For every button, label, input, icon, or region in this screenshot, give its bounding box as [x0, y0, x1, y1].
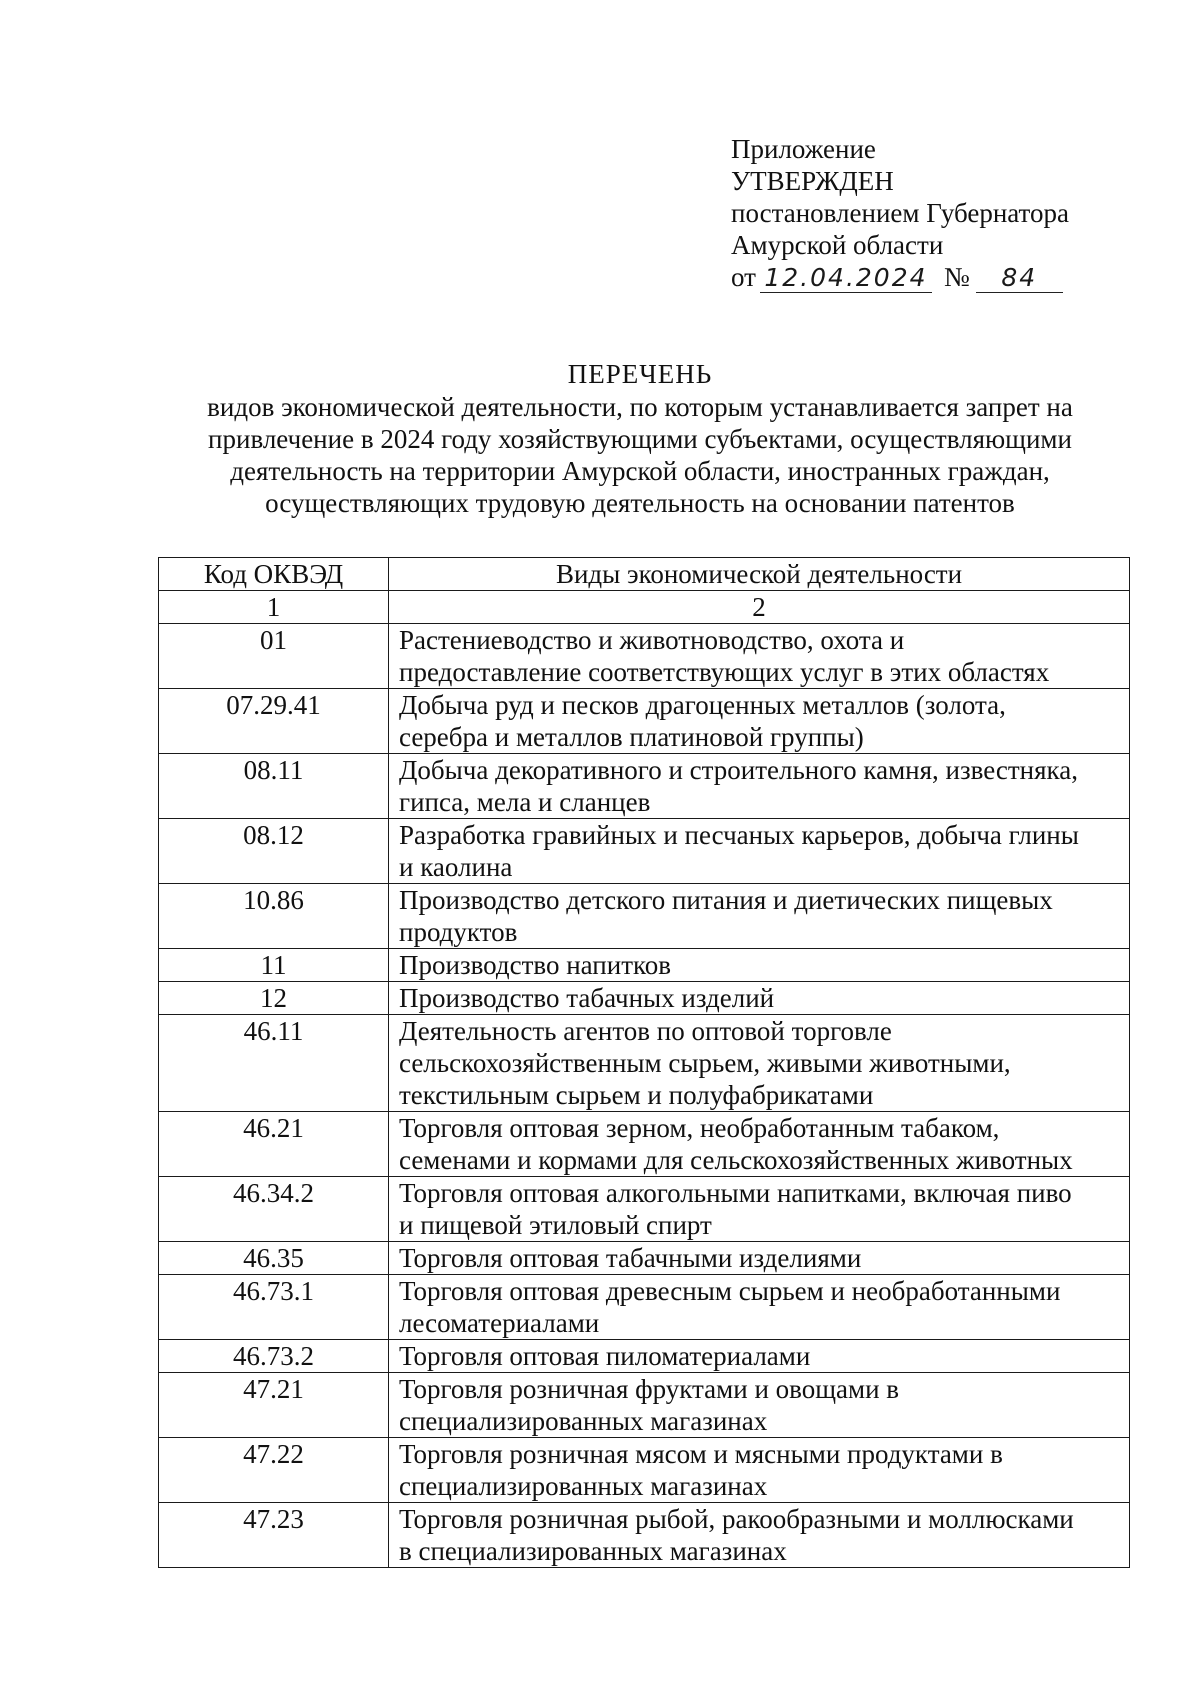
- description-line: Торговля розничная фруктами и овощами в: [399, 1374, 900, 1404]
- description-line: Деятельность агентов по оптовой торговле: [399, 1016, 892, 1046]
- table-row: [159, 982, 1130, 1015]
- column-number-row: [159, 591, 1130, 624]
- description-line: серебра и металлов платиновой группы): [399, 722, 864, 752]
- table-row: [159, 884, 1130, 949]
- description-line: в специализированных магазинах: [399, 1536, 787, 1566]
- table-header-row: [159, 558, 1130, 591]
- table-row: [159, 1112, 1130, 1177]
- description-line: Растениеводство и животноводство, охота и: [399, 625, 905, 655]
- subtitle-line: деятельность на территории Амурской области, иностранных граждан,: [230, 456, 1050, 486]
- approved-label: УТВЕРЖДЕН: [731, 166, 894, 196]
- document-subtitle: [150, 391, 1130, 519]
- okved-code: 10.86: [159, 884, 389, 949]
- description-line: текстильным сырьем и полуфабрикатами: [399, 1080, 874, 1110]
- description-line: лесоматериалами: [399, 1308, 600, 1338]
- okved-code: 47.22: [159, 1438, 389, 1503]
- description-line: Добыча руд и песков драгоценных металлов (золота,: [399, 690, 1006, 720]
- header-activity: Виды экономической деятельности: [389, 558, 1130, 591]
- description-line: Производство табачных изделий: [399, 983, 775, 1013]
- okved-code: 01: [159, 624, 389, 689]
- description-line: и каолина: [399, 852, 513, 882]
- appendix-label: Приложение: [731, 134, 876, 164]
- region-label: Амурской области: [731, 230, 944, 260]
- table-row: [159, 624, 1130, 689]
- okved-code: 46.35: [159, 1242, 389, 1275]
- column-number: 1: [159, 591, 389, 624]
- activity-description: [389, 884, 1130, 949]
- okved-code: 47.23: [159, 1503, 389, 1568]
- handwritten-date: 12.04.2024: [760, 264, 932, 293]
- description-line: Производство детского питания и диетических пищевых: [399, 885, 1053, 915]
- activity-description: [389, 819, 1130, 884]
- description-line: сельскохозяйственным сырьем, живыми животными,: [399, 1048, 1011, 1078]
- okved-code: 46.73.1: [159, 1275, 389, 1340]
- activity-description: [389, 689, 1130, 754]
- description-line: Торговля оптовая алкогольными напитками, включая пиво: [399, 1178, 1072, 1208]
- description-line: специализированных магазинах: [399, 1471, 768, 1501]
- subtitle-line: привлечение в 2024 году хозяйствующими субъектами, осуществляющими: [208, 424, 1072, 454]
- table-row: [159, 1373, 1130, 1438]
- okved-code: 08.11: [159, 754, 389, 819]
- activity-description: [389, 1340, 1130, 1373]
- description-line: гипса, мела и сланцев: [399, 787, 651, 817]
- description-line: специализированных магазинах: [399, 1406, 768, 1436]
- okved-code: 46.21: [159, 1112, 389, 1177]
- description-line: Добыча декоративного и строительного камня, известняка,: [399, 755, 1078, 785]
- okved-code: 47.21: [159, 1373, 389, 1438]
- activity-description: [389, 1112, 1130, 1177]
- okved-code: 12: [159, 982, 389, 1015]
- okved-code: 46.11: [159, 1015, 389, 1112]
- table-row: [159, 1438, 1130, 1503]
- okved-code: 11: [159, 949, 389, 982]
- number-sign: №: [943, 262, 970, 292]
- table-row: [159, 949, 1130, 982]
- description-line: продуктов: [399, 917, 518, 947]
- table-row: [159, 1275, 1130, 1340]
- okved-code: 46.34.2: [159, 1177, 389, 1242]
- table-row: [159, 1503, 1130, 1568]
- approval-block: [731, 133, 1069, 293]
- activity-description: [389, 1503, 1130, 1568]
- activity-description: [389, 1438, 1130, 1503]
- subtitle-line: видов экономической деятельности, по которым устанавливается запрет на: [207, 392, 1073, 422]
- table-row: [159, 1177, 1130, 1242]
- activity-description: [389, 1015, 1130, 1112]
- activity-description: [389, 754, 1130, 819]
- activity-description: [389, 982, 1130, 1015]
- description-line: Производство напитков: [399, 950, 672, 980]
- description-line: Торговля оптовая древесным сырьем и необработанными: [399, 1276, 1061, 1306]
- description-line: Разработка гравийных и песчаных карьеров, добыча глины: [399, 820, 1079, 850]
- document-heading: [150, 358, 1130, 519]
- okved-code: 07.29.41: [159, 689, 389, 754]
- description-line: и пищевой этиловый спирт: [399, 1210, 712, 1240]
- header-code: Код ОКВЭД: [159, 558, 389, 591]
- date-number-row: [731, 261, 1069, 293]
- description-line: Торговля оптовая табачными изделиями: [399, 1243, 862, 1273]
- okved-code: 46.73.2: [159, 1340, 389, 1373]
- date-prefix: от: [731, 262, 756, 292]
- activity-description: [389, 949, 1130, 982]
- activity-description: [389, 624, 1130, 689]
- description-line: семенами и кормами для сельскохозяйственных животных: [399, 1145, 1073, 1175]
- table-row: [159, 689, 1130, 754]
- activity-description: [389, 1373, 1130, 1438]
- activity-table: [158, 557, 1130, 1568]
- column-number: 2: [389, 591, 1130, 624]
- description-line: Торговля оптовая пиломатериалами: [399, 1341, 811, 1371]
- description-line: Торговля розничная рыбой, ракообразными и моллюсками: [399, 1504, 1074, 1534]
- activity-description: [389, 1242, 1130, 1275]
- activity-description: [389, 1177, 1130, 1242]
- okved-code: 08.12: [159, 819, 389, 884]
- activity-description: [389, 1275, 1130, 1340]
- table-row: [159, 1015, 1130, 1112]
- table-body: [159, 624, 1130, 1568]
- description-line: предоставление соответствующих услуг в этих областях: [399, 657, 1050, 687]
- table-row: [159, 1340, 1130, 1373]
- description-line: Торговля розничная мясом и мясными продуктами в: [399, 1439, 1003, 1469]
- table-row: [159, 754, 1130, 819]
- approved-by-label: постановлением Губернатора: [731, 198, 1069, 228]
- description-line: Торговля оптовая зерном, необработанным табаком,: [399, 1113, 1000, 1143]
- subtitle-line: осуществляющих трудовую деятельность на основании патентов: [265, 488, 1015, 518]
- document-title: ПЕРЕЧЕНЬ: [567, 359, 713, 389]
- table-row: [159, 819, 1130, 884]
- handwritten-number: 84: [976, 264, 1063, 293]
- table-row: [159, 1242, 1130, 1275]
